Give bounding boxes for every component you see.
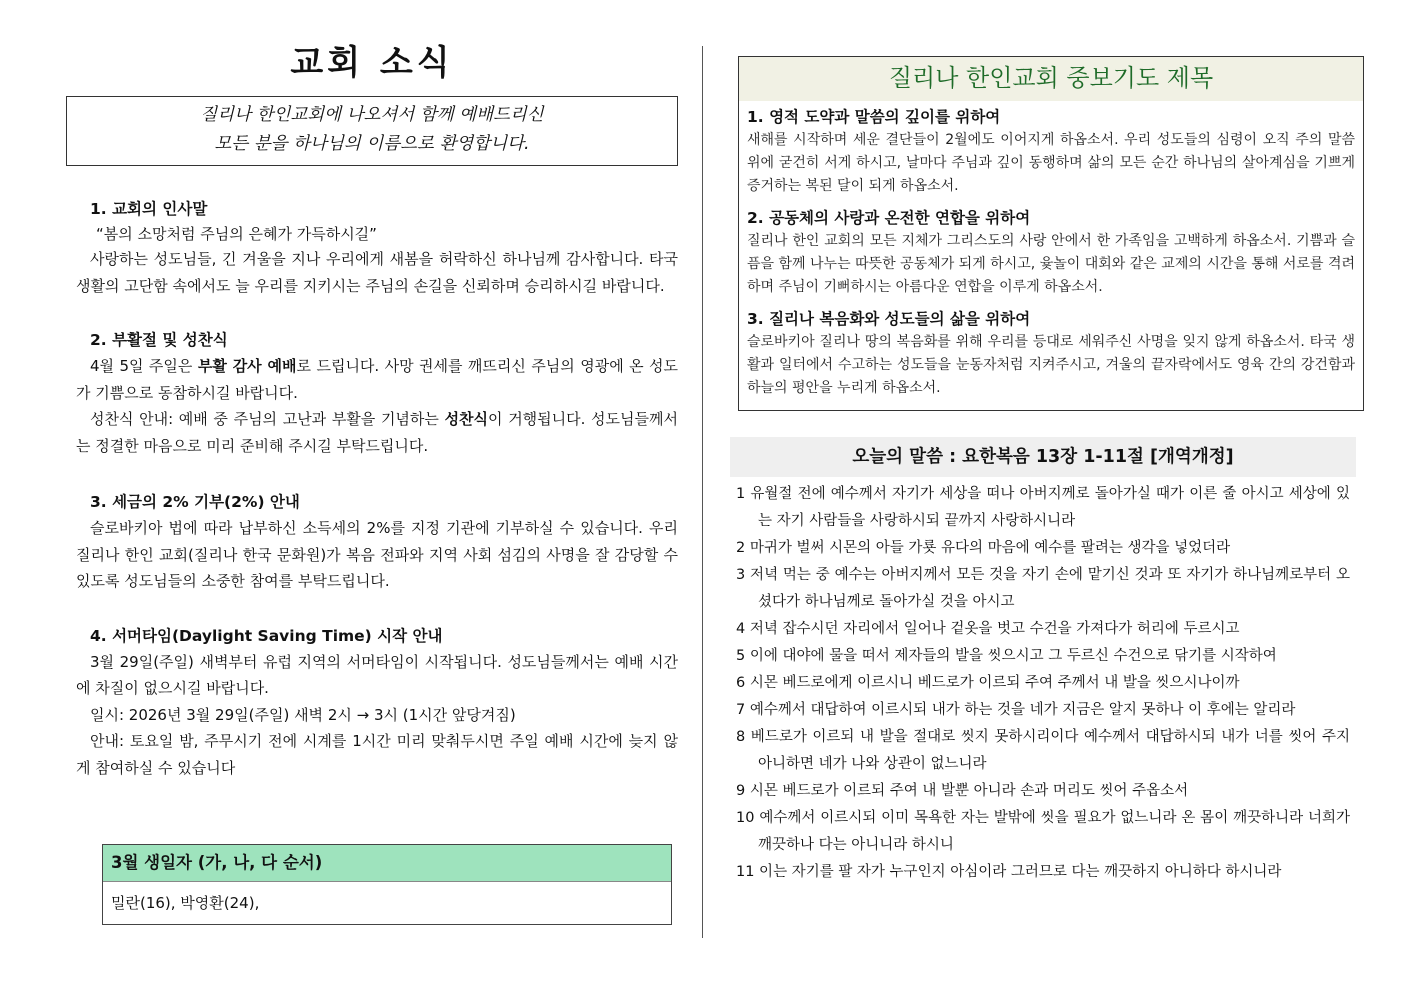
greeting-text: 사랑하는 성도님들, 긴 겨울을 지나 우리에게 새봄을 허락하신 하나님께 감사합니다. 타국 생활의 고단함 속에서도 늘 우리를 지키시는 주님의 손길을 신뢰하며 승리하시길 바랍니다.	[76, 250, 678, 295]
easter-text	[76, 353, 678, 406]
section-greeting	[76, 196, 678, 299]
verse: 1 유월절 전에 예수께서 자기가 세상을 떠나 아버지께로 돌아가실 때가 이른 줄 아시고 세상에 있는 자기 사람들을 사랑하시되 끝까지 사랑하시니라	[736, 486, 1350, 529]
dst-text-2: 일시: 2026년 3월 29일(주일) 새벽 2시 → 3시 (1시간 앞당겨짐)	[90, 705, 516, 724]
section-title: 1. 교회의 인사말	[90, 200, 208, 218]
verse: 3 저녁 먹는 중 예수는 아버지께서 모든 것을 자기 손에 맡기신 것과 또 자기가 하나님께로부터 오셨다가 하나님께로 돌아가실 것을 아시고	[736, 567, 1350, 610]
prayer-body	[739, 101, 1363, 410]
dst-text-3: 안내: 토요일 밤, 주무시기 전에 시계를 1시간 미리 맞춰두시면 주일 예배 시간에 늦지 않게 참여하실 수 있습니다	[76, 732, 678, 777]
easter-service-highlight: 부활 감사 예배	[197, 357, 297, 375]
prayer-item-text: 슬로바키아 질리나 땅의 복음화를 위해 우리를 등대로 세워주신 사명을 잊지 않게 하옵소서. 타국 생활과 일터에서 수고하는 성도들을 눈동자처럼 지켜주시고, 겨울의 끝자락에서도 영육 간의 강건함과 하늘의 평안을 누리게 하옵소서.	[747, 334, 1355, 396]
section-easter	[76, 327, 678, 459]
page-title: 교회 소식	[290, 43, 454, 83]
birthday-box	[102, 844, 672, 925]
verse: 7 예수께서 대답하여 이르시되 내가 하는 것을 네가 지금은 알지 못하나 이 후에는 알리라	[736, 702, 1296, 718]
prayer-item-title: 3. 질리나 복음화와 성도들의 삶을 위하여	[747, 310, 1031, 328]
text-run: 4월 5일 주일은	[90, 357, 198, 375]
section-title: 4. 서머타임(Daylight Saving Time) 시작 안내	[90, 626, 443, 645]
prayer-box	[738, 56, 1364, 411]
birthday-title: 3월 생일자 (가, 나, 다 순서)	[103, 845, 671, 881]
prayer-item-title: 1. 영적 도약과 말씀의 깊이를 위하여	[747, 108, 1001, 126]
verse: 11 이는 자기를 팔 자가 누구인지 아심이라 그러므로 다는 깨끗하지 아니하다 하시니라	[736, 864, 1282, 880]
tax-donation-text: 슬로바키아 법에 따라 납부하신 소득세의 2%를 지정 기관에 기부하실 수 있습니다. 우리 질리나 한인 교회(질리나 한국 문화원)가 복음 전파와 지역 사회 섬김의 사명을 잘 감당할 수 있도록 성도님들의 소중한 참여를 부탁드립니다.	[76, 519, 678, 590]
welcome-line-1: 질리나 한인교회에 나오셔서 함께 예배드리신	[200, 105, 544, 125]
text-run: 로 드립니다. 사망 권세를 깨뜨리신 주님의 영광에 온 성도가 기쁨으로 동참하시길 바랍니다.	[76, 357, 679, 402]
verse: 10 예수께서 이르시되 이미 목욕한 자는 발밖에 씻을 필요가 없느니라 온 몸이 깨끗하니라 너희가 깨끗하나 다는 아니니라 하시니	[736, 810, 1350, 853]
section-title: 2. 부활절 및 성찬식	[90, 331, 228, 349]
communion-text	[76, 406, 678, 459]
prayer-item-title: 2. 공동체의 사랑과 온전한 연합을 위하여	[747, 209, 1031, 227]
verse: 4 저녁 잡수시던 자리에서 일어나 겉옷을 벗고 수건을 가져다가 허리에 두르시고	[736, 621, 1240, 637]
prayer-title: 질리나 한인교회 중보기도 제목	[739, 57, 1363, 101]
scripture-verses	[730, 481, 1356, 886]
dst-text-1: 3월 29일(주일) 새벽부터 유럽 지역의 서머타임이 시작됩니다. 성도님들께서는 예배 시간에 차질이 없으시길 바랍니다.	[76, 652, 678, 697]
prayer-item-text: 새해를 시작하며 세운 결단들이 2월에도 이어지게 하옵소서. 우리 성도들의 심령이 오직 주의 말씀 위에 굳건히 서게 하시고, 날마다 주님과 깊이 동행하며 삶의 모든 순간 하나님의 살아계심을 기쁘게 증거하는 복된 달이 되게 하옵소서.	[747, 132, 1355, 194]
column-divider	[702, 46, 703, 938]
verse: 9 시몬 베드로가 이르되 주여 내 발뿐 아니라 손과 머리도 씻어 주옵소서	[736, 783, 1189, 799]
right-column	[730, 56, 1360, 886]
verse: 2 마귀가 벌써 시몬의 아들 가룟 유다의 마음에 예수를 팔려는 생각을 넣었더라	[736, 540, 1231, 556]
prayer-item-text: 질리나 한인 교회의 모든 지체가 그리스도의 사랑 안에서 한 가족임을 고백하게 하옵소서. 기쁨과 슬픔을 함께 나누는 따뜻한 공동체가 되게 하시고, 윷놀이 대회와 같은 교제의 시간을 통해 서로를 격려하며 주님이 기뻐하시는 아름다운 연합을 이루게 하옵소서.	[747, 233, 1355, 295]
welcome-line-2: 모든 분을 하나님의 이름으로 환영합니다.	[214, 134, 530, 154]
greeting-quote: “봄의 소망처럼 주님의 은혜가 가득하시길”	[96, 225, 377, 243]
birthday-names: 밀란(16), 박영환(24),	[103, 881, 671, 924]
verse: 5 이에 대야에 물을 떠서 제자들의 발을 씻으시고 그 두르신 수건으로 닦기를 시작하여	[736, 648, 1277, 664]
verse: 8 베드로가 이르되 내 발을 절대로 씻지 못하시리이다 예수께서 대답하시되 내가 너를 씻어 주지 아니하면 네가 나와 상관이 없느니라	[736, 729, 1350, 772]
text-run: 성찬식 안내: 예배 중 주님의 고난과 부활을 기념하는	[90, 410, 445, 428]
church-news-column	[66, 40, 679, 912]
section-daylight-saving	[76, 623, 678, 782]
text-run: 이 거행됩니다. 성도님들께서는 정결한 마음으로 미리 준비해 주시길 부탁드립니다.	[76, 410, 678, 455]
section-title: 3. 세금의 2% 기부(2%) 안내	[90, 493, 300, 511]
welcome-box	[66, 96, 678, 166]
verse: 6 시몬 베드로에게 이르시니 베드로가 이르되 주여 주께서 내 발을 씻으시나이까	[736, 675, 1240, 691]
communion-highlight: 성찬식	[444, 410, 489, 428]
section-tax-donation	[76, 489, 678, 595]
scripture-title: 오늘의 말씀 : 요한복음 13장 1-11절 [개역개정]	[730, 437, 1356, 477]
